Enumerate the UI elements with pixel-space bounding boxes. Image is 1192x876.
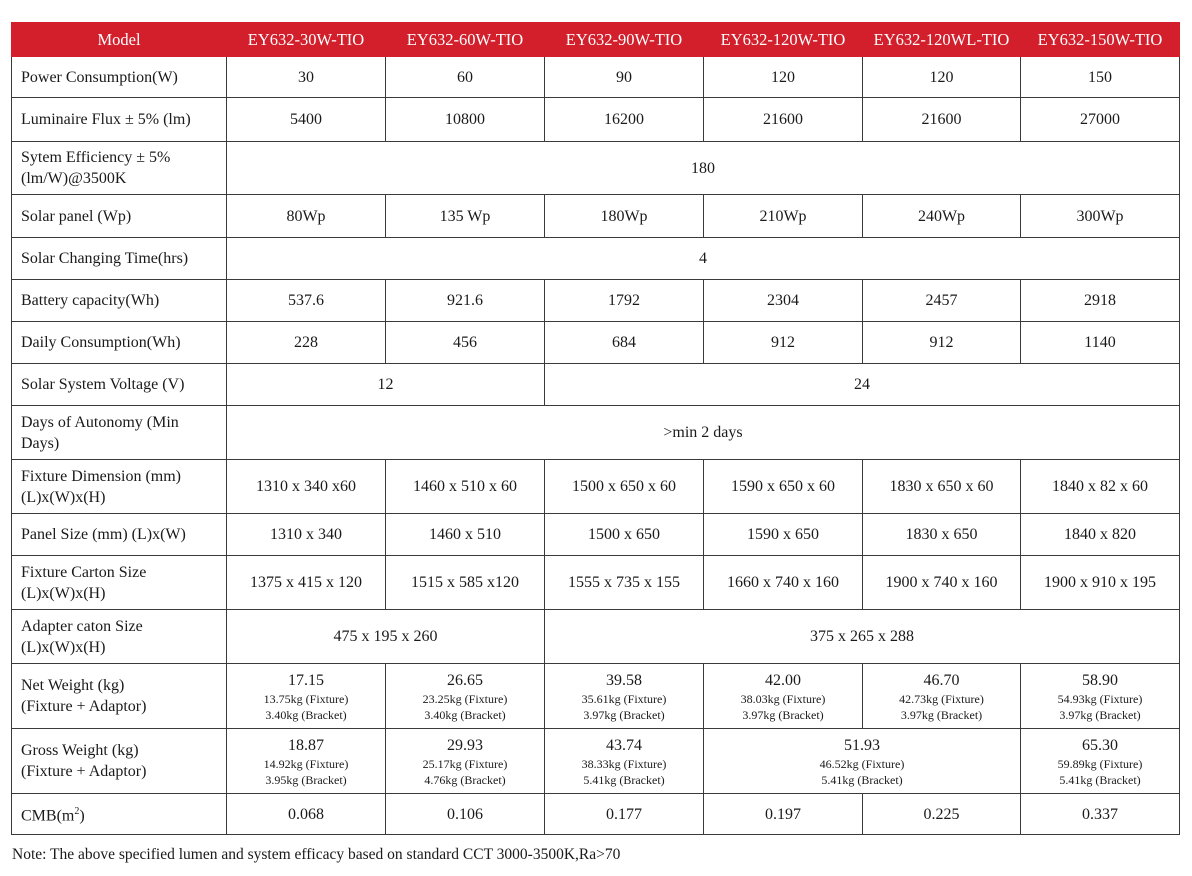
label-line: (Fixture + Adaptor) xyxy=(21,698,147,715)
cell: 210Wp xyxy=(704,195,863,238)
row-fixture-dimension xyxy=(12,460,1180,514)
cell: 30 xyxy=(227,57,386,98)
cell: 1555 x 735 x 155 xyxy=(545,556,704,610)
row-efficiency xyxy=(12,142,1180,195)
weight-cell xyxy=(1021,664,1180,729)
cell: 2304 xyxy=(704,280,863,322)
header-model-4: EY632-120W-TIO xyxy=(704,23,863,57)
row-label xyxy=(12,794,227,835)
cell: 2918 xyxy=(1021,280,1180,322)
row-label: Solar Changing Time(hrs) xyxy=(12,238,227,280)
row-label xyxy=(12,664,227,729)
cell: 684 xyxy=(545,322,704,364)
cell: 912 xyxy=(704,322,863,364)
cell-merged: 180 xyxy=(227,142,1180,195)
weight-bracket: 4.76kg (Bracket) xyxy=(424,772,506,787)
cell-merged: 4 xyxy=(227,238,1180,280)
header-model-5: EY632-120WL-TIO xyxy=(863,23,1021,57)
cell-merged: 12 xyxy=(227,364,545,406)
cell: 228 xyxy=(227,322,386,364)
row-voltage xyxy=(12,364,1180,406)
weight-bracket: 3.97kg (Bracket) xyxy=(900,707,983,722)
cell-merged: 24 xyxy=(545,364,1180,406)
weight-fixture: 54.93kg (Fixture) xyxy=(1057,691,1143,706)
weight-fixture: 42.73kg (Fixture) xyxy=(899,691,984,706)
row-label xyxy=(12,556,227,610)
cell: 1830 x 650 xyxy=(863,514,1021,556)
row-net-weight xyxy=(12,664,1180,729)
weight-total: 58.90 xyxy=(1082,671,1118,689)
row-cmb xyxy=(12,794,1180,835)
weight-cell xyxy=(386,729,545,794)
cell: 120 xyxy=(704,57,863,98)
weight-total: 17.15 xyxy=(288,671,324,689)
weight-fixture: 38.03kg (Fixture) xyxy=(740,691,826,706)
cell-merged: 375 x 265 x 288 xyxy=(545,610,1180,664)
cell: 21600 xyxy=(704,98,863,142)
weight-total: 51.93 xyxy=(844,736,880,754)
row-charging-time xyxy=(12,238,1180,280)
cell: 1840 x 82 x 60 xyxy=(1021,460,1180,514)
cell: 1590 x 650 x 60 xyxy=(704,460,863,514)
weight-bracket: 3.97kg (Bracket) xyxy=(1059,707,1141,722)
cell: 90 xyxy=(545,57,704,98)
cell: 21600 xyxy=(863,98,1021,142)
cell: 1310 x 340 xyxy=(227,514,386,556)
cell: 60 xyxy=(386,57,545,98)
label-line: Fixture Carton Size xyxy=(21,563,147,581)
row-label: Solar System Voltage (V) xyxy=(12,364,227,406)
weight-cell xyxy=(386,664,545,729)
weight-cell xyxy=(227,729,386,794)
label-line: Days of Autonomy (Min xyxy=(21,413,179,431)
cell: 912 xyxy=(863,322,1021,364)
weight-bracket: 3.97kg (Bracket) xyxy=(742,707,824,722)
label-line: (L)x(W)x(H) xyxy=(21,638,106,656)
label-line: Sytem Efficiency ± 5% xyxy=(21,149,171,166)
cell: 1140 xyxy=(1021,322,1180,364)
weight-bracket: 5.41kg (Bracket) xyxy=(1059,772,1141,787)
cell: 0.197 xyxy=(704,794,863,835)
cell: 1460 x 510 x 60 xyxy=(386,460,545,514)
cell: 1840 x 820 xyxy=(1021,514,1180,556)
header-model: Model xyxy=(12,23,227,57)
row-autonomy xyxy=(12,406,1180,460)
row-solar-panel xyxy=(12,195,1180,238)
row-label: Solar panel (Wp) xyxy=(12,195,227,238)
weight-cell-merged xyxy=(704,729,1021,794)
weight-fixture: 25.17kg (Fixture) xyxy=(422,756,508,771)
label-superscript: 2 xyxy=(74,806,80,818)
cell: 2457 xyxy=(863,280,1021,322)
label-text: ) xyxy=(79,807,85,825)
weight-cell xyxy=(704,664,863,729)
footnote: Note: The above specified lumen and system efficacy based on standard CCT 3000-3500K,Ra>70 xyxy=(12,846,621,863)
row-flux xyxy=(12,98,1180,142)
label-line: (L)x(W)x(H) xyxy=(21,488,106,506)
weight-total: 39.58 xyxy=(606,671,642,689)
weight-total: 29.93 xyxy=(447,736,483,754)
row-label xyxy=(12,460,227,514)
weight-cell xyxy=(227,664,386,729)
cell: 456 xyxy=(386,322,545,364)
cell: 180Wp xyxy=(545,195,704,238)
row-power xyxy=(12,57,1180,98)
row-label: Luminaire Flux ± 5% (lm) xyxy=(12,98,227,142)
header-row xyxy=(12,23,1180,57)
cell: 27000 xyxy=(1021,98,1180,142)
cell: 0.106 xyxy=(386,794,545,835)
row-label: Battery capacity(Wh) xyxy=(12,280,227,322)
cell: 0.177 xyxy=(545,794,704,835)
cell: 0.337 xyxy=(1021,794,1180,835)
weight-fixture: 46.52kg (Fixture) xyxy=(819,756,905,771)
cell-merged: 475 x 195 x 260 xyxy=(227,610,545,664)
cell-merged: >min 2 days xyxy=(227,406,1180,460)
header-model-3: EY632-90W-TIO xyxy=(545,23,704,57)
cell: 120 xyxy=(863,57,1021,98)
weight-fixture: 13.75kg (Fixture) xyxy=(263,691,349,706)
cell: 240Wp xyxy=(863,195,1021,238)
row-label xyxy=(12,610,227,664)
row-adapter-carton xyxy=(12,610,1180,664)
cell: 135 Wp xyxy=(386,195,545,238)
cell: 1590 x 650 xyxy=(704,514,863,556)
label-line: Net Weight (kg) xyxy=(21,677,125,694)
cell: 150 xyxy=(1021,57,1180,98)
label-line: Gross Weight (kg) xyxy=(21,742,139,759)
label-line: (lm/W)@3500K xyxy=(21,170,127,187)
cell: 1830 x 650 x 60 xyxy=(863,460,1021,514)
weight-bracket: 5.41kg (Bracket) xyxy=(583,772,665,787)
weight-total: 46.70 xyxy=(923,671,960,689)
cell: 1375 x 415 x 120 xyxy=(227,556,386,610)
weight-total: 26.65 xyxy=(447,671,483,689)
weight-bracket: 3.40kg (Bracket) xyxy=(265,707,347,722)
weight-fixture: 14.92kg (Fixture) xyxy=(263,756,349,771)
weight-cell xyxy=(545,729,704,794)
weight-fixture: 59.89kg (Fixture) xyxy=(1057,756,1143,771)
cell: 1660 x 740 x 160 xyxy=(704,556,863,610)
header-model-2: EY632-60W-TIO xyxy=(386,23,545,57)
cell: 80Wp xyxy=(227,195,386,238)
weight-bracket: 3.40kg (Bracket) xyxy=(424,707,506,722)
cell: 1460 x 510 xyxy=(386,514,545,556)
weight-total: 42.00 xyxy=(765,671,801,689)
header-model-1: EY632-30W-TIO xyxy=(227,23,386,57)
spec-table xyxy=(11,22,1180,835)
cell: 300Wp xyxy=(1021,195,1180,238)
label-line: (Fixture + Adaptor) xyxy=(21,763,147,780)
row-label: Daily Consumption(Wh) xyxy=(12,322,227,364)
row-label xyxy=(12,142,227,195)
cell: 1900 x 740 x 160 xyxy=(863,556,1021,610)
label-line: Days) xyxy=(21,434,60,452)
weight-total: 65.30 xyxy=(1082,736,1118,754)
label-line: Fixture Dimension (mm) xyxy=(21,467,181,485)
row-label xyxy=(12,406,227,460)
cell: 1792 xyxy=(545,280,704,322)
weight-cell xyxy=(1021,729,1180,794)
weight-fixture: 38.33kg (Fixture) xyxy=(581,756,667,771)
cell: 16200 xyxy=(545,98,704,142)
cell: 5400 xyxy=(227,98,386,142)
weight-cell xyxy=(863,664,1021,729)
label-line: (L)x(W)x(H) xyxy=(21,584,106,602)
weight-cell xyxy=(545,664,704,729)
cell: 921.6 xyxy=(386,280,545,322)
cell: 1900 x 910 x 195 xyxy=(1021,556,1180,610)
weight-bracket: 3.95kg (Bracket) xyxy=(265,772,347,787)
label-line: Adapter caton Size xyxy=(21,617,143,635)
weight-bracket: 3.97kg (Bracket) xyxy=(583,707,665,722)
row-panel-size xyxy=(12,514,1180,556)
row-label: Power Consumption(W) xyxy=(12,57,227,98)
cell: 537.6 xyxy=(227,280,386,322)
row-battery xyxy=(12,280,1180,322)
cell: 1310 x 340 x60 xyxy=(227,460,386,514)
weight-fixture: 35.61kg (Fixture) xyxy=(581,691,667,706)
row-label: Panel Size (mm) (L)x(W) xyxy=(12,514,227,556)
header-model-6: EY632-150W-TIO xyxy=(1021,23,1180,57)
cell: 1515 x 585 x120 xyxy=(386,556,545,610)
label-text: CMB(m xyxy=(21,807,75,825)
cell: 10800 xyxy=(386,98,545,142)
cell: 0.068 xyxy=(227,794,386,835)
row-daily-consumption xyxy=(12,322,1180,364)
weight-total: 43.74 xyxy=(606,736,642,754)
row-label xyxy=(12,729,227,794)
cell: 1500 x 650 xyxy=(545,514,704,556)
cell: 0.225 xyxy=(863,794,1021,835)
weight-total: 18.87 xyxy=(288,736,324,754)
weight-bracket: 5.41kg (Bracket) xyxy=(821,772,903,787)
row-gross-weight xyxy=(12,729,1180,794)
cell: 1500 x 650 x 60 xyxy=(545,460,704,514)
weight-fixture: 23.25kg (Fixture) xyxy=(422,691,508,706)
row-carton-size xyxy=(12,556,1180,610)
